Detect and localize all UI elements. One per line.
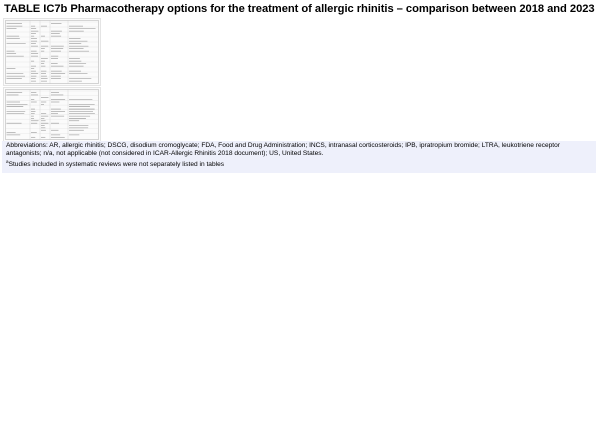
table-preview-image — [4, 88, 100, 141]
footnote-text: Studies included in systematic reviews were not separately listed in tables — [8, 161, 225, 169]
abbreviations-text: Abbreviations: AR, allergic rhinitis; DSCG, disodium cromoglycate; FDA, Food and Drug Administration; INCS, intranasal corticosteroids; IPB, ipratropium bromide; LTRA, leukotriene receptor antagonists; n/a, not applicable (not considered in ICAR-Allergic Rhinitis 2018 document); US, United States. — [6, 142, 560, 158]
table-thumbnail-1 — [3, 18, 101, 86]
table-preview-image — [4, 19, 100, 85]
table-thumbnail-2 — [3, 87, 101, 142]
page-title: TABLE IC7b Pharmacotherapy options for the treatment of allergic rhinitis – comparison between 2018 and 2023 — [4, 3, 595, 15]
footnote-a — [6, 161, 592, 169]
footnote-marker: a — [6, 159, 9, 165]
footnotes-box — [2, 141, 596, 173]
